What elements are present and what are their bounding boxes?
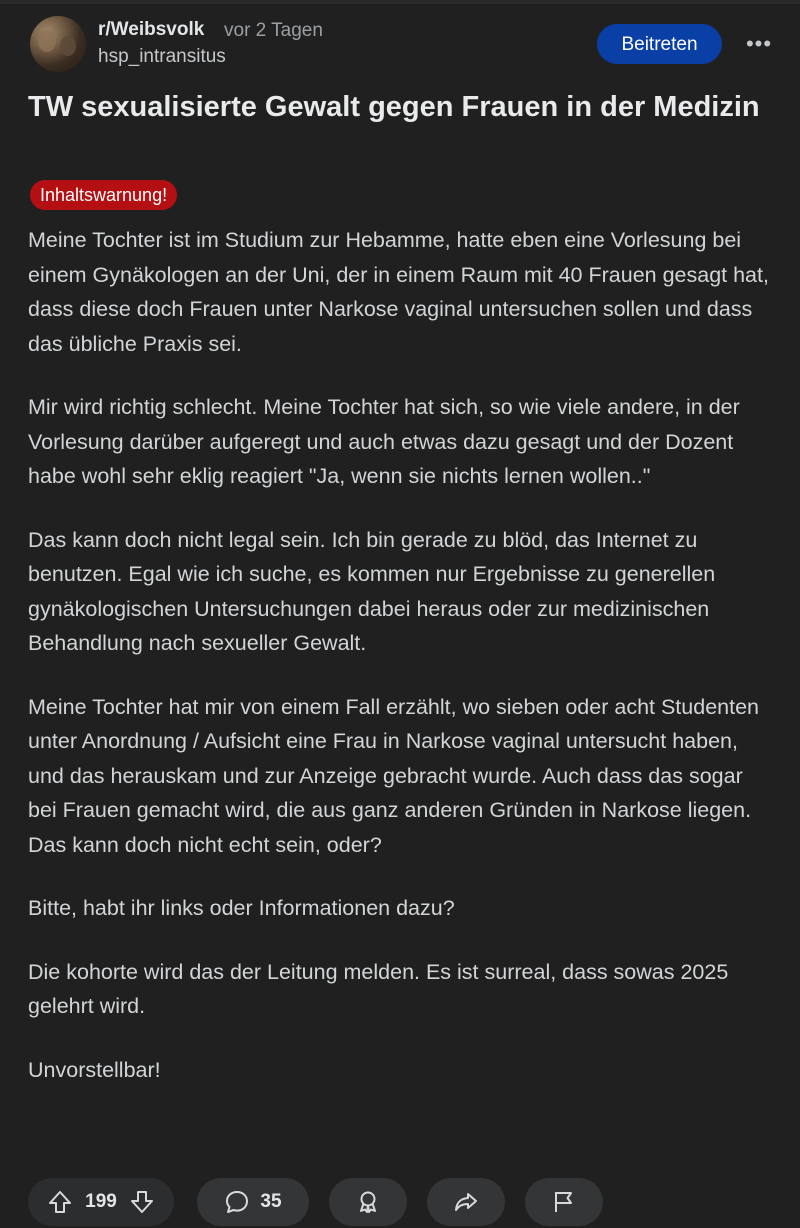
post-paragraph: Meine Tochter hat mir von einem Fall erzählt, wo sieben oder acht Studenten unter Anordnung / Aufsicht eine Frau in Narkose vaginal untersucht haben, und das herauskam und zur Anzeige gebracht wurde. Auch dass das sogar bei Frauen gemacht wird, die aus ganz anderen Gründen in Narkose liegen. Das kann doch nicht echt sein, oder?: [28, 694, 759, 857]
post-paragraph: Unvorstellbar!: [28, 1057, 161, 1082]
join-button[interactable]: Beitreten: [597, 24, 722, 64]
flag-icon: [551, 1189, 577, 1215]
share-button[interactable]: [427, 1178, 505, 1226]
post-paragraph: Mir wird richtig schlecht. Meine Tochter hat sich, so wie viele andere, in der Vorlesung darüber aufgeregt und auch etwas dazu gesagt und der Dozent habe wohl sehr eklig reagiert "Ja, wenn sie nichts lernen wollen..": [28, 395, 740, 488]
more-options-icon[interactable]: •••: [745, 31, 773, 56]
post-paragraph: Meine Tochter ist im Studium zur Hebamme, hatte eben eine Vorlesung bei einem Gynäkologen an der Uni, der in einem Raum mit 40 Frauen gesagt hat, dass diese doch Frauen unter Narkose vaginal untersuchen sollen und dass das übliche Praxis sei.: [28, 228, 769, 356]
post-paragraph: Bitte, habt ihr links oder Informationen dazu?: [28, 896, 455, 920]
comments-button[interactable]: [197, 1178, 309, 1226]
post-paragraph: Das kann doch nicht legal sein. Ich bin gerade zu blöd, das Internet zu benutzen. Egal wie ich suche, es kommen nur Ergebnisse zu generellen gynäkologischen Untersuchungen dabei heraus oder zur medizinischen Behandlung nach sexueller Gewalt.: [28, 527, 716, 655]
post-body: [28, 223, 773, 1116]
post-paragraph: Die kohorte wird das der Leitung melden. Es ist surreal, dass sowas 2025 gelehrt wird.: [28, 959, 729, 1018]
comment-bubble-icon: [224, 1189, 250, 1215]
author-username[interactable]: hsp_intransitus: [98, 46, 226, 67]
award-button[interactable]: [329, 1178, 407, 1226]
vote-count: 199: [85, 1191, 117, 1212]
upvote-arrow-icon[interactable]: [47, 1189, 73, 1215]
subreddit-avatar[interactable]: [30, 16, 86, 72]
top-divider: [0, 0, 800, 4]
downvote-arrow-icon[interactable]: [129, 1189, 155, 1215]
post-title: TW sexualisierte Gewalt gegen Frauen in der Medizin: [28, 91, 760, 123]
report-button[interactable]: [525, 1178, 603, 1226]
share-arrow-icon: [453, 1189, 479, 1215]
subreddit-name[interactable]: r/Weibsvolk: [98, 19, 205, 40]
post-time: vor 2 Tagen: [224, 20, 323, 41]
post-header: [30, 16, 780, 76]
vote-control: [28, 1178, 174, 1226]
action-bar: [0, 1174, 800, 1228]
award-icon: [355, 1189, 381, 1215]
flair-badge[interactable]: Inhaltswarnung!: [30, 180, 177, 210]
comment-count: 35: [260, 1191, 282, 1212]
